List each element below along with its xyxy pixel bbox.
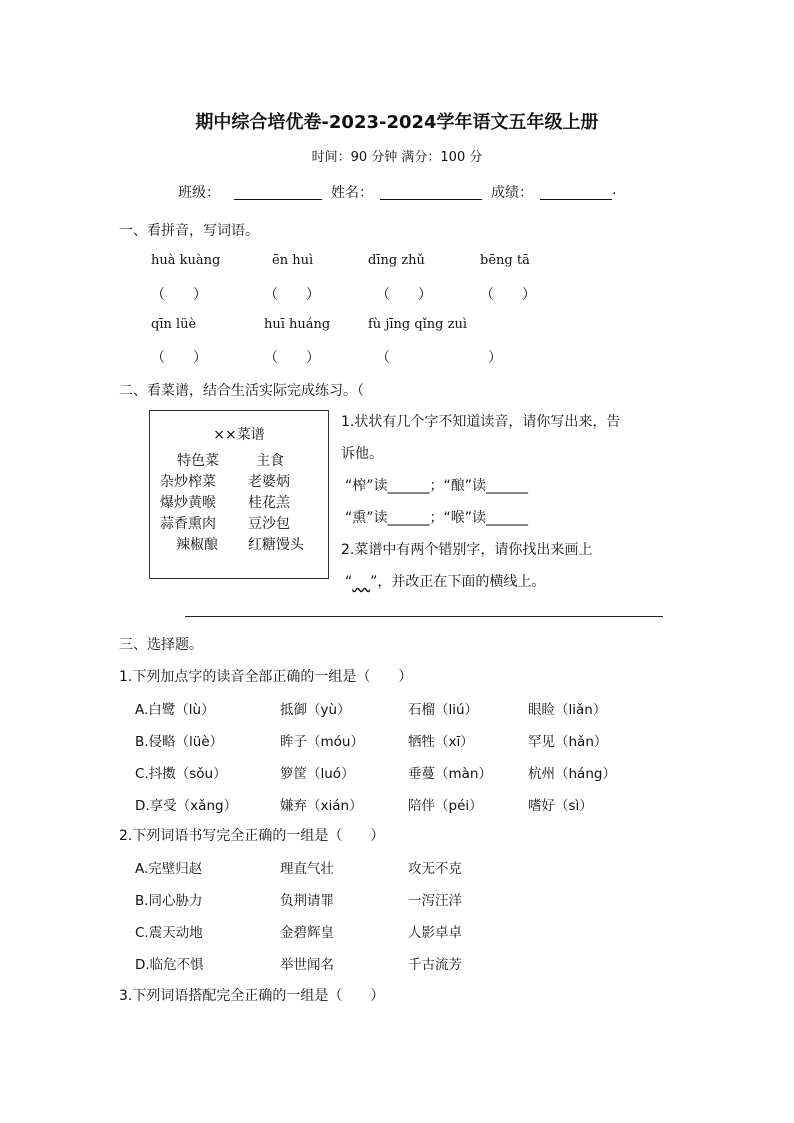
option-item: C.震天动地 [135,925,203,941]
s2-q2-line2 [345,571,545,591]
option-item: 牺牲（xī） [408,734,474,750]
option-item: 金碧辉皇 [280,925,334,941]
menu-col2-header: 主食 [256,453,284,469]
s2-q1-read2[interactable]: “熏”读______；“喉”读______ [345,510,529,526]
exam-subtitle: 时间：90 分钟 满分：100 分 [311,150,483,165]
option-item: 一泻汪洋 [408,893,462,909]
option-item: 眸子（móu） [280,734,364,750]
answer-blank-long[interactable]: （ ） [376,350,502,366]
score-label: 成绩： [491,185,533,201]
pinyin-item: fù jīng qǐng zuì [368,317,468,332]
name-label: 姓名： [331,185,373,201]
option-item: 抵御（yù） [280,702,351,718]
option-item: D.临危不惧 [135,957,204,973]
section2-heading: 二、看菜谱，结合生活实际完成练习。（ [119,383,364,399]
score-blank[interactable] [540,185,612,200]
q2-line2-rest: ”，并改正在下面的横线上。 [370,574,546,590]
menu-dish: 辣椒酿 [176,537,218,553]
menu-box [149,410,329,579]
pinyin-item: ēn huì [272,253,314,268]
page-title: 期中综合培优卷-2023-2024学年语文五年级上册 [195,112,599,133]
answer-blank[interactable]: （ ） [264,287,320,303]
s3-q3-stem: 3.下列词语搭配完全正确的一组是（ ） [119,988,385,1004]
menu-staple: 红糖馒头 [248,537,304,553]
answer-blank[interactable]: （ ） [376,287,432,303]
option-item: 眼睑（liǎn） [528,702,607,718]
answer-blank[interactable]: （ ） [151,350,207,366]
pinyin-item: bēng tā [480,253,530,268]
option-item: 攻无不克 [408,861,462,877]
option-item: 嗜好（sì） [528,798,593,814]
option-item: 负荆请罪 [280,893,334,909]
menu-dish: 杂炒榨菜 [160,474,216,490]
option-item: 举世闻名 [280,957,334,973]
quote-open: “ [345,574,353,590]
menu-dish: 爆炒黄喉 [160,495,216,511]
option-item: A.完壁归赵 [135,861,203,877]
s2-q2-line1: 2.菜谱中有两个错别字，请你找出来画上 [341,542,593,558]
option-item: 理直气壮 [280,861,334,877]
pinyin-item: qīn lüè [151,317,197,332]
s2-q1-line2: 诉他。 [341,446,383,462]
option-item: 罕见（hǎn） [528,734,608,750]
option-item: C.抖擞（sǒu） [135,766,227,782]
menu-dish: 蒜香熏肉 [160,516,216,532]
name-blank[interactable] [380,185,482,200]
option-item: 石榴（liú） [408,702,479,718]
section3-heading: 三、选择题。 [119,637,203,653]
answer-blank[interactable]: （ ） [480,287,536,303]
menu-col1-header: 特色菜 [177,453,219,469]
menu-staple: 桂花羔 [248,495,290,511]
section1-heading: 一、看拼音，写词语。 [119,223,259,239]
option-item: 箩筐（luó） [280,766,355,782]
class-label: 班级： [178,185,220,201]
s2-q1-read1[interactable]: “榨”读______；“酿”读______ [345,478,529,494]
pinyin-item: huī huáng [264,317,331,332]
info-end-mark: . [612,182,617,198]
option-item: 嫌弃（xián） [280,798,363,814]
option-item: 千古流芳 [408,957,462,973]
menu-staple: 老婆炳 [248,474,290,490]
option-item: B.侵略（lüè） [135,734,224,750]
option-item: 陪伴（péi） [408,798,483,814]
answer-line[interactable] [185,616,663,617]
class-blank[interactable] [234,185,322,200]
option-item: 杭州（háng） [528,766,616,782]
pinyin-item: dīng zhǔ [368,253,425,268]
s2-q1-line1: 1.状状有几个字不知道读音，请你写出来，告 [341,414,621,430]
menu-title: ××菜谱 [213,427,265,443]
option-item: A.白鹭（lù） [135,702,215,718]
option-item: 人影卓卓 [408,925,462,941]
answer-blank[interactable]: （ ） [264,350,320,366]
s3-q2-stem: 2.下列词语书写完全正确的一组是（ ） [119,828,385,844]
wavy-line-mark [352,574,370,590]
option-item: 垂蔓（màn） [408,766,492,782]
answer-blank[interactable]: （ ） [151,287,207,303]
menu-staple: 豆沙包 [248,516,290,532]
pinyin-item: huà kuàng [151,253,221,268]
option-item: B.同心胁力 [135,893,203,909]
option-item: D.享受（xǎng） [135,798,238,814]
s3-q1-stem: 1.下列加点字的读音全部正确的一组是（ ） [119,669,413,685]
